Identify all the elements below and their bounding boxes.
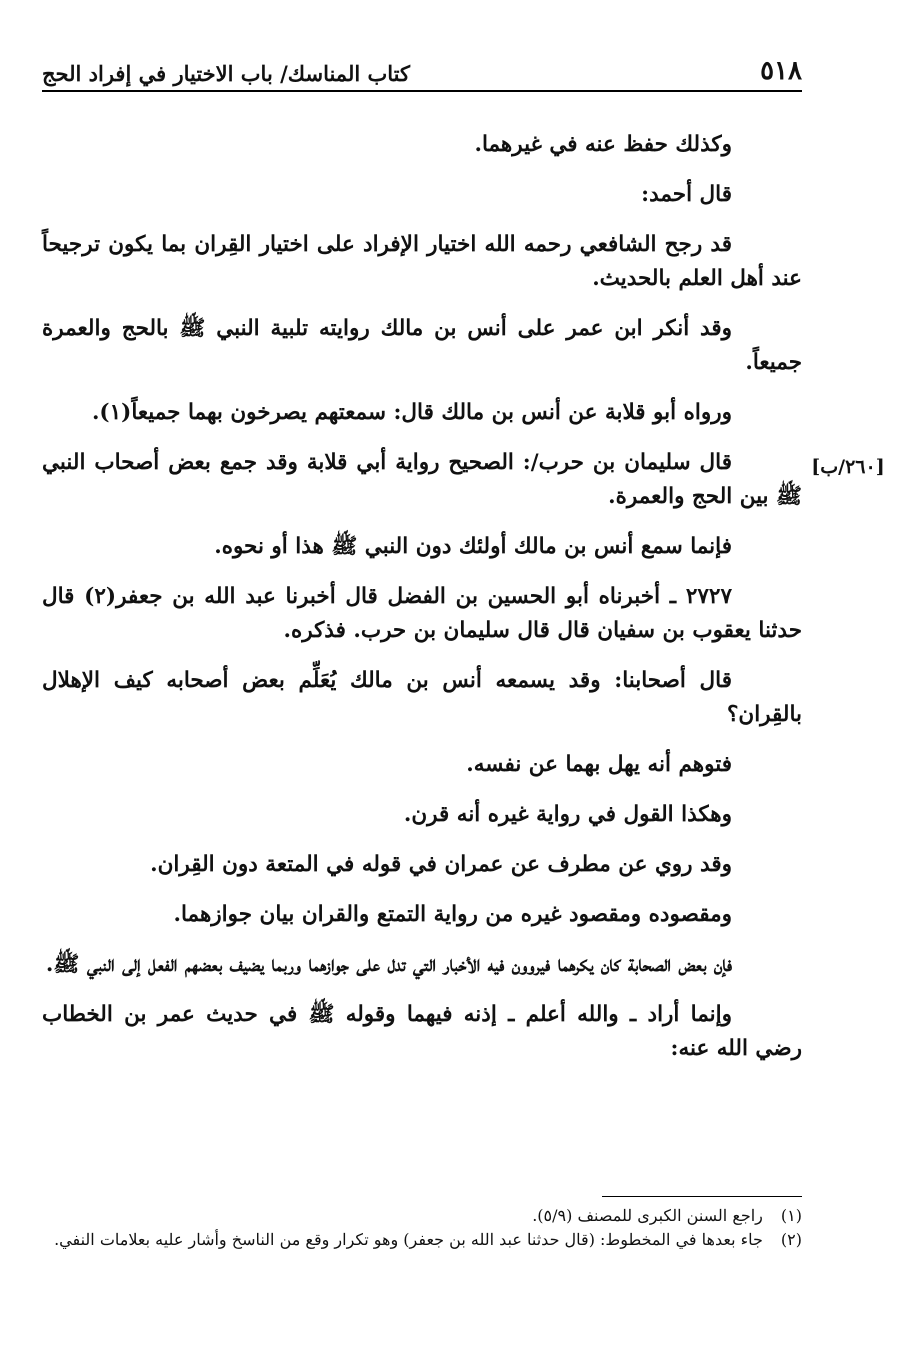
paragraph: وهكذا القول في رواية غيره أنه قرن. xyxy=(403,802,732,827)
paragraph: وإنما أراد ـ والله أعلم ـ إذنه فيهما وقوله ﷺ في حديث عمر بن الخطاب رضي الله عنه: xyxy=(42,1002,802,1061)
running-title: كتاب المناسك/ باب الاختيار في إفراد الحج xyxy=(42,61,410,86)
footnote-number: (٢) xyxy=(780,1230,802,1249)
paragraph: فإنما سمع أنس بن مالك أولئك دون النبي ﷺ هذا أو نحوه. xyxy=(214,534,732,559)
paragraph: قد رجح الشافعي رحمه الله اختيار الإفراد على اختيار القِران بما يكون ترجيحاً عند أهل العلم بالحديث. xyxy=(42,232,802,291)
main-text xyxy=(42,128,802,1082)
footnote xyxy=(42,1228,802,1252)
footnote-rule xyxy=(602,1196,802,1197)
paragraph: وقد أنكر ابن عمر على أنس بن مالك روايته تلبية النبي ﷺ بالحج والعمرة جميعاً. xyxy=(42,316,802,375)
footnote-text: جاء بعدها في المخطوط: (قال حدثنا عبد الله بن جعفر) وهو تكرار وقع من الناسخ وأشار عليه بعلامات النفي. xyxy=(54,1230,763,1249)
paragraph: قال أحمد: xyxy=(641,182,732,207)
paragraph: فتوهم أنه يهل بهما عن نفسه. xyxy=(466,752,732,777)
paragraph: قال سليمان بن حرب/: الصحيح رواية أبي قلابة وقد جمع بعض أصحاب النبي ﷺ بين الحج والعمرة. xyxy=(42,450,802,509)
footnotes xyxy=(42,1198,802,1252)
footnote xyxy=(42,1204,802,1228)
paragraph: وكذلك حفظ عنه في غيرهما. xyxy=(474,132,732,157)
page-header xyxy=(42,52,802,92)
paragraph: ومقصوده ومقصود غيره من رواية التمتع والقران بيان جوازهما. xyxy=(173,902,732,927)
hadith-paragraph: ٢٧٢٧ ـ أخبرناه أبو الحسين بن الفضل قال أخبرنا عبد الله بن جعفر(٢) قال حدثنا يعقوب بن سفيان قال قال سليمان بن حرب. فذكره. xyxy=(42,584,802,643)
paragraph: قال أصحابنا: وقد يسمعه أنس بن مالك يُعَلِّم بعض أصحابه كيف الإهلال بالقِران؟ xyxy=(42,668,802,727)
paragraph: وقد روي عن مطرف عن عمران في قوله في المتعة دون القِران. xyxy=(150,852,732,877)
footnote-number: (١) xyxy=(780,1206,802,1225)
paragraph: ورواه أبو قلابة عن أنس بن مالك قال: سمعتهم يصرخون بهما جميعاً(١). xyxy=(91,400,732,425)
footnote-text: راجع السنن الكبرى للمصنف (٥/٩). xyxy=(532,1206,763,1225)
page-number: ٥١٨ xyxy=(760,56,802,86)
manuscript-folio-marker: [٢٦٠/ب] xyxy=(811,456,885,478)
paragraph: فإن بعض الصحابة كان يكرهما فيروون فيه الأخبار التي تدل على جوازهما وربما يضيف بعضهم الفعل إلى النبي ﷺ. xyxy=(45,952,732,977)
